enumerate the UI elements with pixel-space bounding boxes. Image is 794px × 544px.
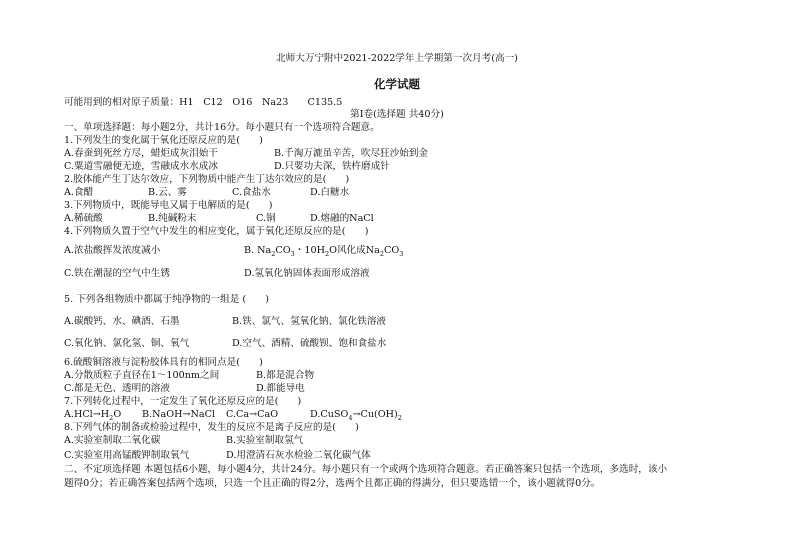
q2-stem: 2.胶体能产生丁达尔效应，下列物质中能产生丁达尔效应的是( ) [64,174,350,185]
exam-title: 化学试题 [374,77,420,91]
q8-stem: 8.下列气体的制备或检验过程中，发生的反应不是离子反应的是( ) [64,422,359,433]
q1-option-a: A.春蚕到死丝方尽，蜡炬成灰泪始干 [64,148,218,159]
school-header: 北师大万宁附中2021-2022学年上学期第一次月考(高一) [276,53,518,64]
q5-option-b: B.铁、氯气、氢氧化钠、氯化铁溶液 [232,316,387,327]
volume-heading: 第Ⅰ卷(选择题 共40分) [350,109,444,120]
q3-option-c: C.铜 [256,213,276,224]
q3-option-a: A.稀硫酸 [64,213,103,224]
q1-option-d: D.只要功夫深，铁杵磨成针 [274,161,390,172]
q6-option-d: D.都能导电 [256,383,305,394]
q8-option-a: A.实验室制取二氧化碳 [64,435,161,446]
q5-option-a: A.碳酸钙、水、碘酒、石墨 [64,316,180,327]
q2-option-a: A.食醋 [64,187,94,198]
q8-option-d: D.用澄清石灰水检验二氧化碳气体 [226,450,371,461]
q7-stem: 7.下列转化过程中，一定发生了氧化还原反应的是( ) [64,396,302,407]
q2-option-b: B.云、雾 [148,187,187,198]
q5-option-d: D.空气、酒精、硫酸钡、饱和食盐水 [232,338,387,349]
q3-stem: 3.下列物质中，既能导电又属于电解质的是( ) [64,200,273,211]
q3-option-b: B.纯碱粉末 [148,213,197,224]
q1-option-c: C.粟道雪融便无迹，雪融成水水成冰 [64,161,218,172]
atomic-masses-line: 可能用到的相对原子质量：H1 C12 O16 Na23 C135.5 [64,97,343,108]
section2-heading-line1: 二、不定项选择题 本题包括6小题，每小题4分，共计24分。每小题只有一个或两个选项符合题意。若正确答案只包括一个选项，多选时，该小 [64,464,668,475]
q3-option-d: D.熔融的NaCl [310,213,374,224]
q8-option-b: B.实验室制取氢气 [226,435,304,446]
q7-option-c: C.Ca→CaO [226,409,279,420]
q4-option-d: D.氢氧化钠固体表面形成溶液 [244,268,370,279]
q2-option-c: C.食盐水 [232,187,271,198]
q6-option-b: B.都是混合物 [256,370,315,381]
q1-stem: 1.下列发生的变化属于氧化还原反应的是( ) [64,135,263,146]
q6-stem: 6.硫酸铜溶液与淀粉胶体具有的相同点是( ) [64,357,263,368]
q5-option-c: C.氧化钠、氯化氢、铜、氧气 [64,338,190,349]
section1-heading: 一、单项选择题：每小题2分，共计16分。每小题只有一个选项符合题意。 [64,122,380,133]
section2-heading-line2: 题得0分；若正确答案包括两个选项，只选一个且正确的得2分，选两个且都正确的得满分，但只要选错一个，该小题就得0分。 [64,478,601,489]
q5-stem: 5. 下列各组物质中都属于纯净物的一组是 ( ) [64,294,270,305]
q8-option-c: C.实验室用高锰酸钾制取氧气 [64,450,190,461]
q1-option-b: B.千淘万漉虽辛苦，吹尽狂沙始到金 [274,148,429,159]
q2-option-d: D.白糖水 [310,187,350,198]
q4-option-c: C.铁在潮湿的空气中生锈 [64,268,170,279]
q7-option-a: $A.HCl\to H_2O$ [64,409,122,422]
q7-option-b: B.NaOH→NaCl [142,409,216,420]
q4-option-b: B. $Na_2CO_3$・$10H_2O$风化成$Na_2CO_3$ [244,245,404,258]
q7-option-d: $D.CuSO_4\to Cu(OH)_2$ [310,409,402,422]
q6-option-c: C.都是无色、透明的溶液 [64,383,170,394]
q4-option-a: A.浓盐酸挥发浓度减小 [64,245,161,256]
q6-option-a: A.分散质粒子直径在1～100nm之间 [64,370,220,381]
q4-stem: 4.下列物质久置于空气中发生的相应变化，属于氧化还原反应的是( ) [64,226,369,237]
